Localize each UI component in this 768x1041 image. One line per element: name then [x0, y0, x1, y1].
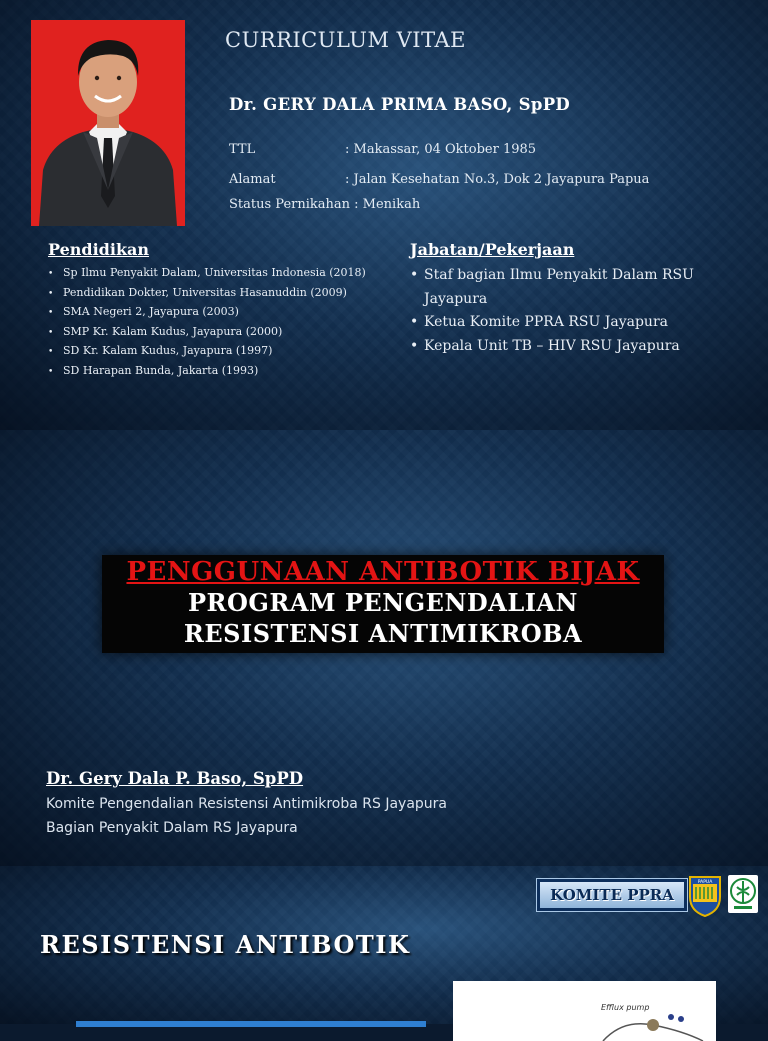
info-value: : Makassar, 04 Oktober 1985: [345, 142, 537, 157]
info-label: Status Pernikahan: [229, 197, 351, 212]
affiliation-line: Bagian Penyakit Dalam RS Jayapura: [46, 820, 298, 836]
education-list: [48, 264, 388, 382]
info-value: : Menikah: [354, 197, 421, 212]
info-value: : Jalan Kesehatan No.3, Dok 2 Jayapura Papua: [345, 172, 650, 187]
figure-label: Efflux pump: [601, 1003, 650, 1012]
title-slide: [0, 430, 768, 866]
info-label: Alamat: [229, 172, 276, 187]
list-item: • Ketua Komite PPRA RSU Jayapura: [410, 311, 710, 335]
cv-slide: [0, 0, 768, 430]
papua-shield-logo: [688, 875, 722, 917]
banner-title-red: PENGGUNAAN ANTIBOTIK BIJAK: [126, 557, 640, 587]
banner-title-line2: RESISTENSI ANTIMIKROBA: [183, 619, 583, 648]
doctor-name: Dr. GERY DALA PRIMA BASO, SpPD: [229, 95, 571, 114]
info-label: TTL: [229, 142, 256, 157]
title-banner: [102, 555, 664, 653]
education-heading: Pendidikan: [48, 240, 150, 259]
list-item: • Pendidikan Dokter, Universitas Hasanuddin (2009): [48, 284, 388, 304]
resistance-slide: [0, 866, 768, 1024]
komite-ppra-badge: KOMITE PPRA: [537, 879, 687, 911]
jobs-list: [410, 264, 710, 358]
info-row-ttl: [229, 142, 536, 157]
papua-logo-text: PAPUA: [697, 880, 713, 885]
list-item: • Sp Ilmu Penyakit Dalam, Universitas Indonesia (2018): [48, 264, 388, 284]
list-item: • SMA Negeri 2, Jayapura (2003): [48, 303, 388, 323]
efflux-pump-figure: [453, 981, 716, 1041]
info-row-alamat: [229, 172, 649, 187]
author-name: Dr. Gery Dala P. Baso, SpPD: [46, 769, 304, 788]
kemenkes-logo: [728, 875, 758, 913]
list-item: • SMP Kr. Kalam Kudus, Jayapura (2000): [48, 323, 388, 343]
jobs-heading: Jabatan/Pekerjaan: [410, 240, 575, 259]
affiliation-line: Komite Pengendalian Resistensi Antimikroba RS Jayapura: [46, 796, 448, 812]
list-item: • Staf bagian Ilmu Penyakit Dalam RSU Jayapura: [410, 264, 710, 311]
doctor-photo: [31, 20, 185, 226]
slide-title: RESISTENSI ANTIBOTIK: [40, 930, 411, 959]
content-bar: [76, 1021, 426, 1027]
list-item: • SD Harapan Bunda, Jakarta (1993): [48, 362, 388, 382]
list-item: • SD Kr. Kalam Kudus, Jayapura (1997): [48, 342, 388, 362]
banner-title-line1: PROGRAM PENGENDALIAN: [188, 588, 578, 617]
list-item: • Kepala Unit TB – HIV RSU Jayapura: [410, 335, 710, 359]
cv-title: CURRICULUM VITAE: [225, 28, 466, 52]
info-row-status: [229, 197, 420, 212]
